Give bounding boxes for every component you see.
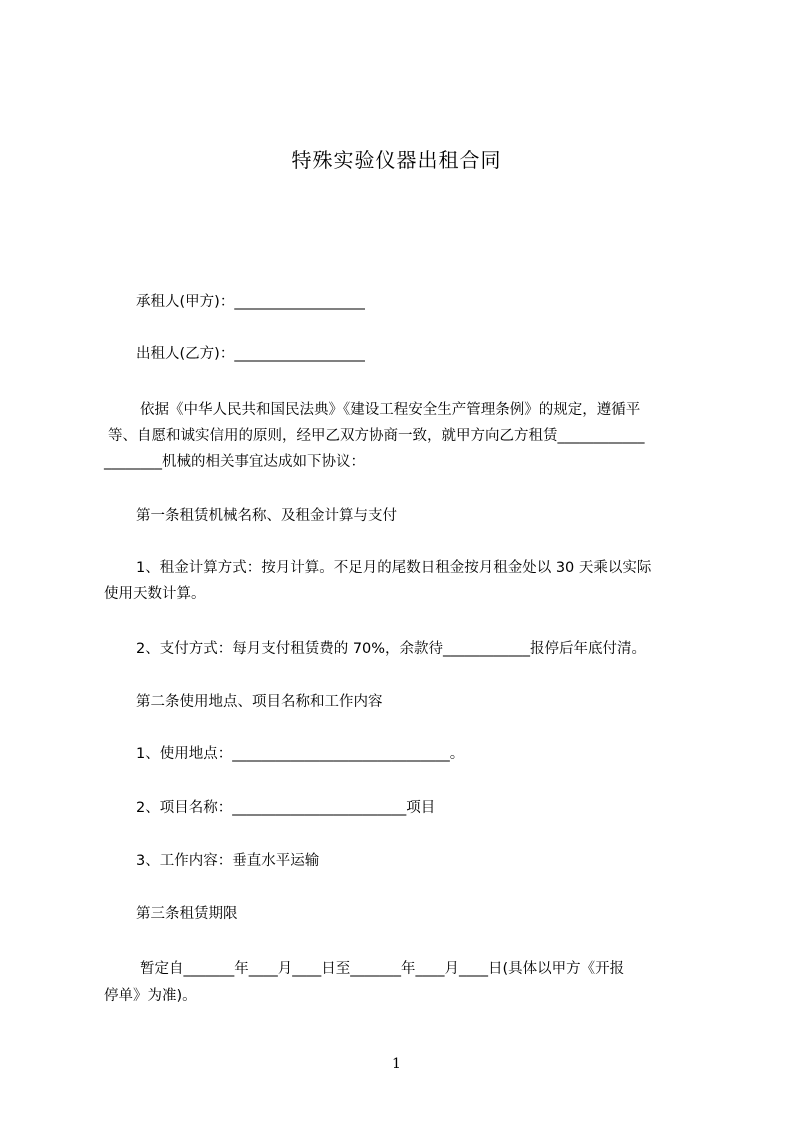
article-1-heading: 第一条租赁机械名称、及租金计算与支付 <box>136 508 397 524</box>
article-3-line-1: 暂定自_______年____月____日至_______年____月____日(具体以甲方《开报 <box>140 961 625 977</box>
party-a-line: 承租人(甲方)：__________________ <box>136 294 365 310</box>
preamble-line-3: ________机械的相关事宜达成如下协议： <box>104 454 365 470</box>
contract-title: 特殊实验仪器出租合同 <box>291 148 502 172</box>
party-b-line: 出租人(乙方)：__________________ <box>136 346 365 362</box>
preamble-line-2: 等、自愿和诚实信用的原则，经甲乙双方协商一致，就甲方向乙方租赁____________ <box>108 428 645 444</box>
article-2-item-2: 2、项目名称：________________________项目 <box>136 800 436 816</box>
page-number: 1 <box>392 1056 401 1072</box>
article-2-heading: 第二条使用地点、项目名称和工作内容 <box>136 694 383 710</box>
preamble-line-1: 依据《中华人民共和国民法典》《建设工程安全生产管理条例》的规定，遵循平 <box>140 402 641 418</box>
article-3-line-2: 停单》为准)。 <box>104 988 197 1004</box>
article-2-item-3: 3、工作内容：垂直水平运输 <box>136 853 320 869</box>
article-1-item-2: 2、支付方式：每月支付租赁费的 70%，余款待____________报停后年底付清。 <box>136 641 647 657</box>
article-3-heading: 第三条租赁期限 <box>136 906 238 922</box>
article-1-item-1-line-2: 使用天数计算。 <box>104 586 206 602</box>
article-1-item-1-line-1: 1、租金计算方式：按月计算。不足月的尾数日租金按月租金处以 30 天乘以实际 <box>136 560 652 576</box>
article-2-item-1: 1、使用地点：______________________________。 <box>136 746 465 762</box>
